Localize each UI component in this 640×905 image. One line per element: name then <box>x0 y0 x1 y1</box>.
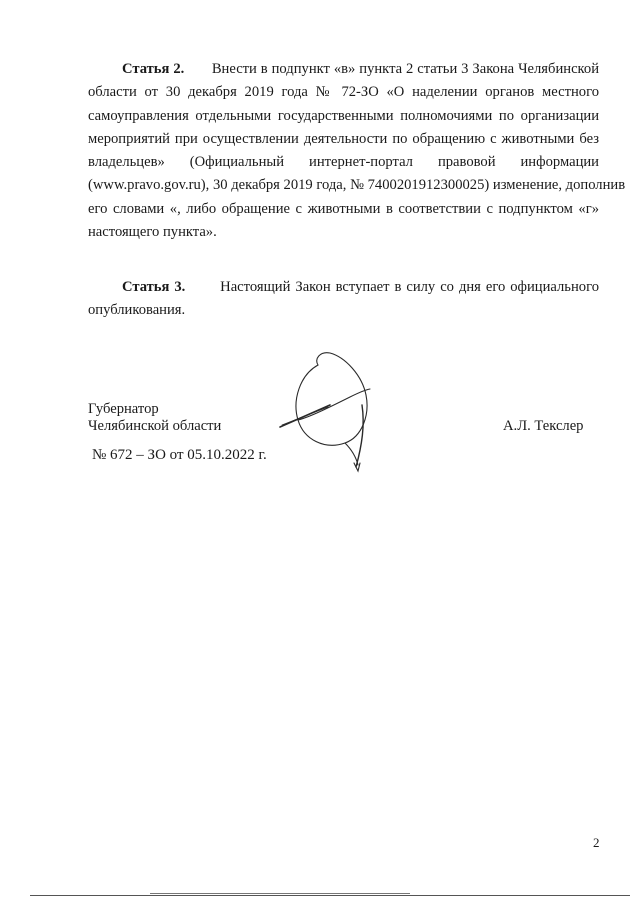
footer-rule <box>30 895 630 896</box>
article-3-heading: Статья 3. <box>122 279 186 295</box>
footer-rule-secondary <box>150 893 410 894</box>
article-2 <box>88 58 626 244</box>
law-number: № 672 – ЗО от 05.10.2022 г. <box>92 447 267 463</box>
article-2-text-1: Внести в подпункт «в» пункта 2 статьи 3 Закона Челябинской <box>211 61 599 77</box>
governor-title: Губернатор <box>88 401 159 417</box>
article-3-line-1 <box>88 276 599 299</box>
article-2-text-2: области от 30 декабря 2019 года № 72-ЗО «О наделении органов местного <box>88 84 599 101</box>
handwritten-signature <box>270 345 380 475</box>
governor-region: Челябинской области <box>88 418 222 434</box>
article-3-text-2: опубликования. <box>88 302 186 319</box>
article-2-text-5: владельцев» (Официальный интернет-портал правовой информации <box>88 154 599 171</box>
article-2-text-3: самоуправления отдельными государственными полномочиями по организации <box>88 107 599 124</box>
article-3 <box>88 276 599 323</box>
article-2-line-1 <box>88 58 599 81</box>
article-2-text-4: мероприятий при осуществлении деятельности по обращению с животными без <box>88 130 599 147</box>
article-2-heading: Статья 2. <box>122 61 185 77</box>
governor-name: А.Л. Текслер <box>503 418 584 434</box>
article-2-text-8: настоящего пункта». <box>88 224 217 241</box>
article-2-text-6: (www.pravo.gov.ru), 30 декабря 2019 года, № 7400201912300025) изменение, дополнив <box>88 177 626 194</box>
article-2-text-7: его словами «, либо обращение с животными в соответствии с подпунктом «г» <box>88 200 599 217</box>
article-3-text-1: Настоящий Закон вступает в силу со дня его официального <box>220 279 599 295</box>
page-number: 2 <box>593 835 600 850</box>
